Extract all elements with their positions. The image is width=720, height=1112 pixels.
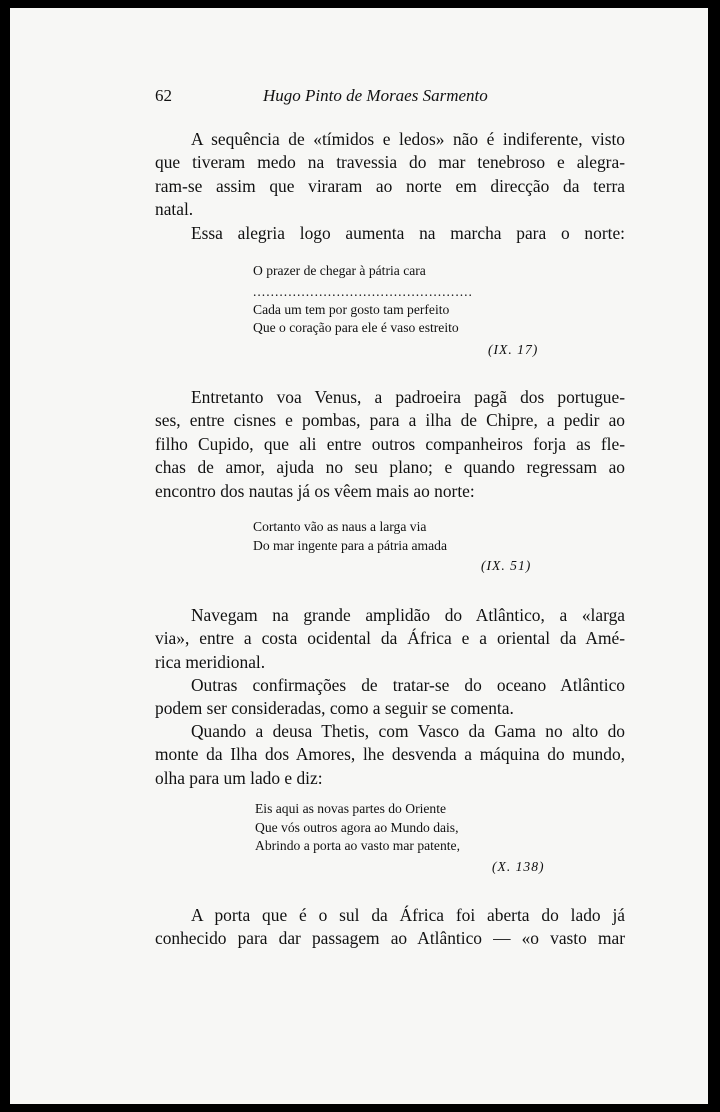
running-head [155, 86, 625, 110]
verse-line: Do mar ingente para a pátria amada [253, 537, 447, 553]
text-line: rica meridional. [155, 651, 266, 672]
verse-line: Que o coração para ele é vaso estreito [253, 320, 459, 336]
verse-line: Cortanto vão as naus a larga via [253, 519, 427, 534]
paragraph-4 [155, 604, 625, 674]
text-line: chas de amor, ajuda no seu plano; e quando regressam ao [155, 457, 625, 478]
verse-line: Que vós outros agora ao Mundo dais, [255, 819, 459, 835]
paragraph-1 [155, 128, 625, 222]
text-line: podem ser consideradas, como a seguir se comenta. [155, 698, 514, 719]
text-line: monte da Ilha dos Amores, lhe desvenda a máquina do mundo, [155, 744, 625, 765]
text-line: natal. [155, 199, 194, 220]
verse-ellipsis: .................................................. [253, 283, 473, 299]
book-page [10, 8, 708, 1104]
text-line: Navegam na grande amplidão do Atlântico, a «larga [191, 605, 625, 625]
text-line: via», entre a costa ocidental da África e a oriental da Amé- [155, 628, 625, 649]
citation-2: (IX. 51) [481, 558, 532, 573]
text-line: filho Cupido, que ali entre outros companheiros forja as fle- [155, 433, 625, 454]
verse-line: Eis aqui as novas partes do Oriente [255, 801, 447, 816]
verse-line: Abrindo a porta ao vasto mar patente, [255, 838, 460, 854]
text-line: ram-se assim que viraram ao norte em direcção da terra [155, 175, 625, 196]
verse-line: O prazer de chegar à pátria cara [253, 263, 426, 278]
text-line: que tiveram medo na travessia do mar tenebroso e alegra- [155, 152, 625, 173]
citation-3: (X. 138) [492, 859, 545, 874]
text-line: Outras confirmações de tratar-se do oceano Atlântico [191, 675, 625, 695]
text-line: A porta que é o sul da África foi aberta do lado já [191, 905, 625, 925]
citation-1: (IX. 17) [488, 342, 539, 357]
text-line: olha para um lado e diz: [155, 767, 323, 788]
page-number: 62 [155, 86, 172, 105]
text-line: A sequência de «tímidos e ledos» não é indiferente, visto [191, 129, 625, 149]
text-line: conhecido para dar passagem ao Atlântico — «o vasto mar [155, 928, 625, 949]
paragraph-7 [155, 904, 625, 951]
paragraph-6 [155, 720, 625, 790]
verse-quote-2 [253, 518, 523, 555]
verse-quote-3 [255, 800, 535, 856]
paragraph-5 [155, 674, 625, 721]
text-line: Quando a deusa Thetis, com Vasco da Gama no alto do [191, 721, 625, 741]
paragraph-3 [155, 386, 625, 503]
text-line: encontro dos nautas já os vêem mais ao norte: [155, 480, 475, 501]
verse-line: Cada um tem por gosto tam perfeito [253, 301, 450, 317]
paragraph-2 [155, 222, 625, 245]
text-line: Entretanto voa Venus, a padroeira pagã dos portugue- [191, 387, 625, 407]
verse-quote-1 [253, 262, 513, 338]
running-title: Hugo Pinto de Moraes Sarmento [263, 86, 488, 105]
text-line: Essa alegria logo aumenta na marcha para o norte: [191, 223, 625, 243]
text-line: ses, entre cisnes e pombas, para a ilha de Chipre, a pedir ao [155, 410, 625, 431]
